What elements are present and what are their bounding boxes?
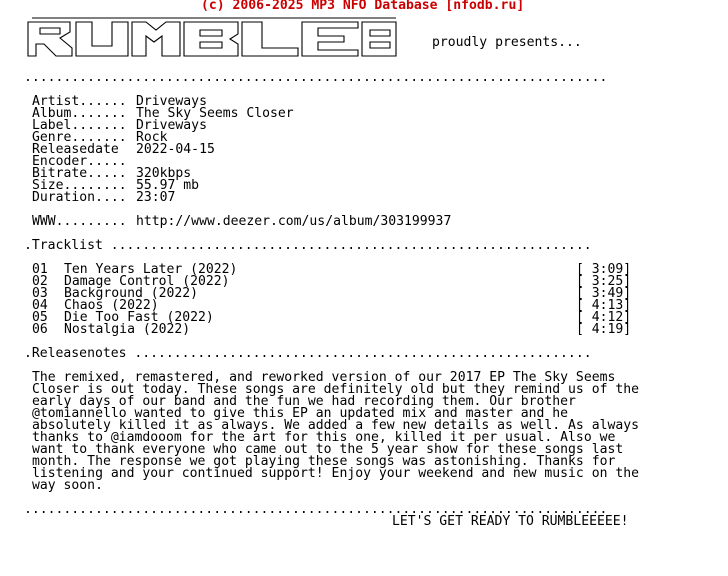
track-title: Nostalgia (2022) xyxy=(64,322,191,337)
info-genre-label: Genre....... xyxy=(32,130,127,145)
www-link[interactable]: http://www.deezer.com/us/album/303199937 xyxy=(136,214,452,229)
releasenotes-line: The remixed, remastered, and reworked version of our 2017 EP The Sky Seems xyxy=(32,370,616,385)
track-title: Ten Years Later (2022) xyxy=(64,262,238,277)
releasenotes-line: absolutely killed it as always. We added a few new details as well. As always xyxy=(32,418,639,433)
track-duration: [ 3:49] xyxy=(576,286,632,301)
track-title: Background (2022) xyxy=(64,286,199,301)
track-number: 01 xyxy=(32,262,48,277)
releasenotes-line: way soon. xyxy=(32,478,103,493)
info-genre-value: Rock xyxy=(136,130,168,145)
info-label-value: Driveways xyxy=(136,118,207,133)
releasenotes-header: .Releasenotes .......................................................... xyxy=(24,346,592,361)
info-bitrate-label: Bitrate..... xyxy=(32,166,127,181)
releasenotes-line: @tomiannello wanted to give this EP an updated mix and master and he xyxy=(32,406,569,421)
releasenotes-line: month. The response we got playing these songs was astonishing. Thanks for xyxy=(32,454,616,469)
rumble-footer-text: LET'S GET READY TO RUMBLEEEEE! xyxy=(392,514,629,529)
proudly-presents-text: proudly presents... xyxy=(432,35,582,50)
releasenotes-line: thanks to @iamdooom for the art for this one, killed it per usual. Also we xyxy=(32,430,616,445)
track-duration: [ 4:13] xyxy=(576,298,632,313)
www-label: WWW......... xyxy=(32,214,127,229)
track-duration: [ 3:09] xyxy=(576,262,632,277)
info-bitrate-value: 320kbps xyxy=(136,166,192,181)
tracklist-header: .Tracklist ............................................................. xyxy=(24,238,592,253)
releasenotes-line: want to thank everyone who came out to the 5 year show for these songs last xyxy=(32,442,624,457)
info-encoder-label: Encoder..... xyxy=(32,154,127,169)
info-duration-label: Duration.... xyxy=(32,190,127,205)
info-duration-value: 23:07 xyxy=(136,190,176,205)
track-title: Damage Control (2022) xyxy=(64,274,230,289)
info-artist-value: Driveways xyxy=(136,94,207,109)
info-size-value: 55.97 mb xyxy=(136,178,200,193)
track-number: 06 xyxy=(32,322,48,337)
dotted-divider-top: .......................................................................... xyxy=(24,70,608,85)
info-album-value: The Sky Seems Closer xyxy=(136,106,294,121)
rumble-logo xyxy=(24,14,404,62)
track-number: 05 xyxy=(32,310,48,325)
track-duration: [ 3:25] xyxy=(576,274,632,289)
releasenotes-line: listening and your continued support! Enjoy your weekend and new music on the xyxy=(32,466,639,481)
info-artist-label: Artist...... xyxy=(32,94,127,109)
dotted-divider-bottom: .......................................................................... xyxy=(24,502,608,517)
info-label-label: Label....... xyxy=(32,118,127,133)
track-duration: [ 4:19] xyxy=(576,322,632,337)
track-duration: [ 4:12] xyxy=(576,310,632,325)
track-number: 02 xyxy=(32,274,48,289)
releasenotes-line: early days of our band and the fun we had recording them. Our brother xyxy=(32,394,576,409)
info-album-label: Album....... xyxy=(32,106,127,121)
info-size-label: Size........ xyxy=(32,178,127,193)
releasenotes-line: Closer is out today. These songs are definitely old but they remind us of the xyxy=(32,382,639,397)
track-number: 03 xyxy=(32,286,48,301)
track-title: Chaos (2022) xyxy=(64,298,159,313)
track-title: Die Too Fast (2022) xyxy=(64,310,214,325)
nfo-database-header: (c) 2006-2025 MP3 NFO Database [nfodb.ru] xyxy=(201,0,525,13)
info-releasedate-value: 2022-04-15 xyxy=(136,142,215,157)
track-number: 04 xyxy=(32,298,48,313)
info-releasedate-label: Releasedate xyxy=(32,142,119,157)
